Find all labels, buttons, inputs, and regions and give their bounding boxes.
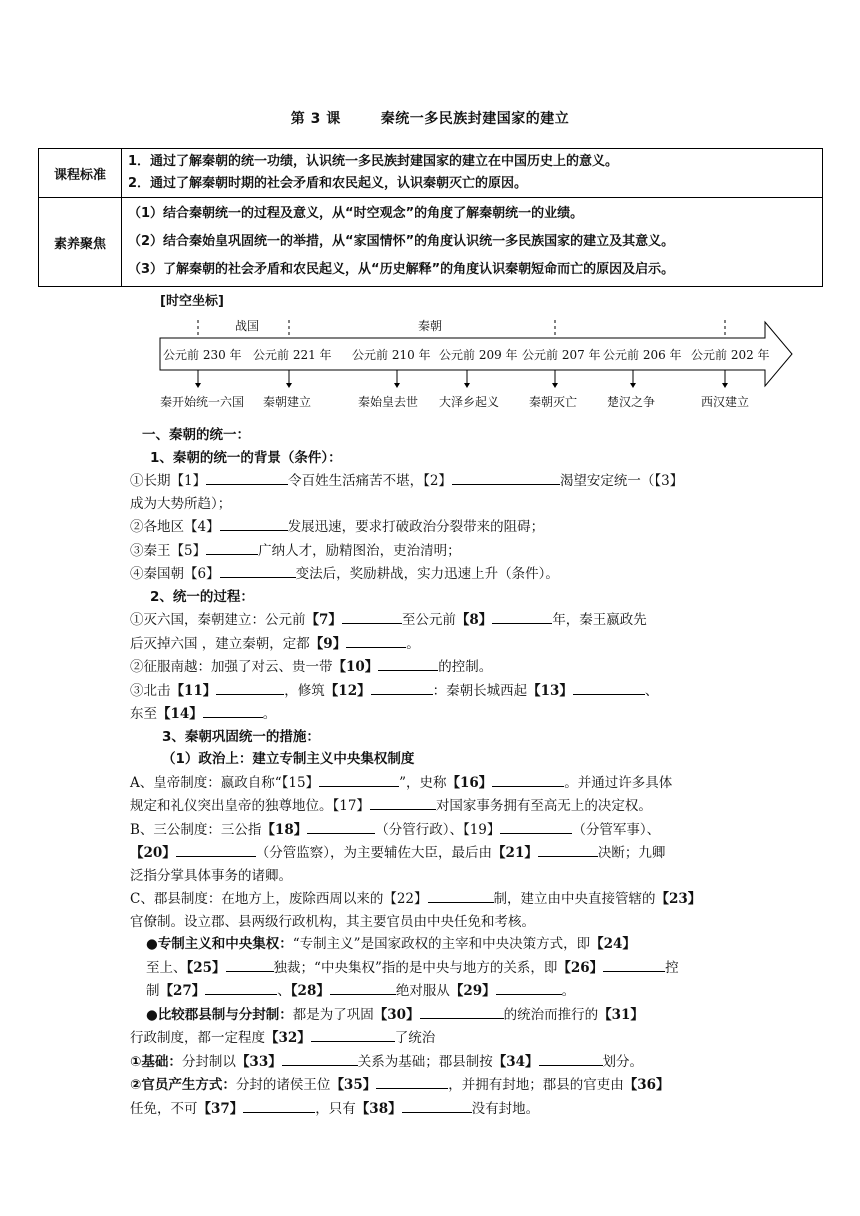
blank-field[interactable] bbox=[216, 679, 284, 695]
literacy-row bbox=[39, 198, 823, 287]
blank-field[interactable] bbox=[342, 608, 402, 624]
blank-number: 【31】 bbox=[598, 1006, 644, 1023]
text-span: 分封的诸侯王位 bbox=[235, 1077, 331, 1093]
event-arrowhead bbox=[394, 383, 400, 388]
blank-field[interactable] bbox=[311, 1026, 395, 1042]
blank-field[interactable] bbox=[603, 956, 665, 972]
text-span: ，并拥有封地；郡县的官吏由 bbox=[448, 1077, 624, 1093]
blank-number: 【7】 bbox=[305, 612, 342, 628]
text-span: 官僚制。设立郡、县两级行政机构，其主要官员由中央任免和考核。 bbox=[130, 913, 535, 930]
blank-field[interactable] bbox=[573, 679, 645, 695]
text-span: （分管行政）、【19】 bbox=[375, 821, 501, 838]
literacy-line: （2）结合秦始皇巩固统一的举措，从“家国情怀”的角度认识统一多民族国家的建立及其意义。 bbox=[128, 234, 675, 249]
literacy-cell bbox=[122, 198, 823, 287]
text-span: 划分。 bbox=[602, 1053, 644, 1070]
blank-field[interactable] bbox=[206, 539, 258, 555]
blank-field[interactable] bbox=[492, 608, 552, 624]
blank-number: 【33】 bbox=[235, 1053, 282, 1070]
event-label: 西汉建立 bbox=[701, 395, 750, 409]
event-label: 秦朝建立 bbox=[263, 395, 312, 409]
text-span: 变法后，奖励耕战，实力迅速上升（条件）。 bbox=[295, 566, 559, 582]
blank-number: 【29】 bbox=[449, 983, 496, 999]
text-span: B、三公制度：三公指 bbox=[130, 821, 262, 838]
worksheet-line bbox=[130, 865, 740, 888]
blank-field[interactable] bbox=[203, 702, 263, 718]
blank-number: 【38】 bbox=[355, 1100, 402, 1117]
blank-number: 【28】 bbox=[290, 983, 330, 999]
year-label: 公元前 206 年 bbox=[603, 348, 682, 362]
text-span: ③秦王【5】 bbox=[130, 542, 207, 559]
text-span: ”，史称 bbox=[399, 774, 447, 791]
event-arrowhead bbox=[286, 383, 292, 388]
blank-field[interactable] bbox=[282, 1050, 358, 1066]
text-span: 。并通过许多具体 bbox=[564, 774, 673, 791]
text-span: ②征服南越：加强了对云、贵一带 bbox=[130, 659, 333, 675]
text-span: C、郡县制度：在地方上，废除西周以来的【22】 bbox=[130, 891, 428, 907]
text-span: 年，秦王嬴政先 bbox=[552, 612, 647, 628]
blank-field[interactable] bbox=[220, 562, 296, 578]
worksheet-line bbox=[130, 1003, 740, 1027]
worksheet-line bbox=[130, 702, 740, 726]
blank-field[interactable] bbox=[370, 794, 436, 810]
text-span: 成为大势所趋）； bbox=[130, 495, 232, 512]
event-label: 秦始皇去世 bbox=[358, 395, 419, 409]
timeline-heading: [时空坐标] bbox=[160, 294, 224, 309]
text-span: 制 bbox=[146, 983, 160, 999]
year-label: 公元前 230 年 bbox=[163, 348, 242, 362]
blank-number: 【11】 bbox=[170, 682, 217, 699]
literacy-line: （3）了解秦朝的社会矛盾和农民起义，从“历史解释”的角度认识秦朝短命而亡的原因及启示。 bbox=[128, 262, 675, 277]
text-span: ③北击 bbox=[130, 682, 171, 699]
text-span: （分管军事）、 bbox=[572, 821, 661, 838]
worksheet-line bbox=[130, 911, 740, 934]
text-span: 东至 bbox=[130, 706, 157, 722]
worksheet-line bbox=[130, 515, 740, 539]
text-span: 关系为基础；郡县制按 bbox=[357, 1053, 493, 1070]
blank-field[interactable] bbox=[496, 979, 562, 995]
worksheet-line bbox=[130, 933, 740, 956]
standards-cell bbox=[122, 149, 823, 198]
text-span: 分封制以 bbox=[181, 1053, 236, 1070]
worksheet-line bbox=[130, 539, 740, 563]
blank-number: 【16】 bbox=[446, 774, 493, 791]
text-span: 了统治 bbox=[394, 1030, 436, 1046]
year-label: 公元前 221 年 bbox=[253, 348, 332, 362]
literacy-line: （1）结合秦朝统一的过程及意义，从“时空观念”的角度了解秦朝统一的业绩。 bbox=[128, 206, 584, 221]
text-span: ①基础： bbox=[130, 1053, 182, 1070]
literacy-head: 素养聚焦 bbox=[39, 198, 122, 287]
lesson-number: 第 3 课 bbox=[290, 111, 341, 127]
lesson-name: 秦统一多民族封建国家的建立 bbox=[380, 111, 570, 127]
event-arrowhead bbox=[630, 383, 636, 388]
blank-number: 【27】 bbox=[159, 983, 206, 999]
blank-field[interactable] bbox=[243, 1097, 315, 1113]
text-span: ，修筑 bbox=[284, 682, 325, 699]
standards-head: 课程标准 bbox=[39, 149, 122, 198]
blank-number: 【9】 bbox=[309, 635, 347, 652]
subsection-heading: 2、统一的过程： bbox=[150, 588, 254, 605]
worksheet-line bbox=[130, 979, 740, 1003]
blank-field[interactable] bbox=[500, 818, 572, 834]
text-span: （分管监察），为主要辅佐大臣，最后由 bbox=[255, 845, 493, 861]
text-span: ①长期【1】 bbox=[130, 473, 207, 489]
text-span: 令百姓生活痛苦不堪，【2】 bbox=[288, 473, 452, 489]
text-span: 。 bbox=[406, 635, 420, 652]
worksheet-line bbox=[130, 1026, 740, 1050]
text-span: 、 bbox=[644, 682, 659, 699]
event-label: 秦开始统一六国 bbox=[160, 395, 245, 409]
event-arrowhead bbox=[195, 383, 201, 388]
standards-table bbox=[38, 148, 823, 287]
worksheet-line bbox=[130, 1073, 740, 1097]
blank-field[interactable] bbox=[176, 841, 256, 857]
text-span: 制，建立由中央直接管辖的 bbox=[493, 891, 656, 907]
text-span: 任免，不可 bbox=[130, 1100, 198, 1117]
text-span: 都是为了巩固 bbox=[292, 1006, 374, 1023]
worksheet-line bbox=[130, 1050, 740, 1074]
text-span: 至公元前 bbox=[401, 612, 456, 628]
blank-number: 【20】 bbox=[130, 845, 176, 861]
worksheet-line bbox=[130, 956, 740, 980]
text-span: ①灭六国，秦朝建立：公元前 bbox=[130, 612, 306, 628]
blank-number: 【24】 bbox=[590, 936, 636, 952]
blank-number: 【35】 bbox=[330, 1077, 377, 1093]
worksheet-body bbox=[130, 424, 740, 1120]
period-label: 秦朝 bbox=[418, 319, 443, 333]
blank-number: 【37】 bbox=[197, 1100, 244, 1117]
text-span: ②各地区【4】 bbox=[130, 519, 220, 535]
blank-field[interactable] bbox=[402, 1097, 472, 1113]
text-span: ●比较郡县制与分封制： bbox=[146, 1006, 293, 1023]
event-label: 秦朝灭亡 bbox=[529, 395, 578, 409]
blank-number: 【26】 bbox=[557, 959, 604, 976]
worksheet-line bbox=[130, 818, 740, 842]
text-span: 至上、 bbox=[146, 959, 187, 976]
blank-field[interactable] bbox=[539, 1050, 603, 1066]
text-span: ：秦朝长城西起 bbox=[432, 682, 528, 699]
blank-number: 【23】 bbox=[655, 891, 702, 907]
event-arrowhead bbox=[552, 383, 558, 388]
blank-field[interactable] bbox=[538, 841, 598, 857]
text-span: 的控制。 bbox=[438, 659, 493, 675]
event-label: 楚汉之争 bbox=[607, 395, 656, 409]
text-span: 没有封地。 bbox=[471, 1100, 540, 1117]
blank-number: 【8】 bbox=[455, 612, 493, 628]
worksheet-line bbox=[130, 469, 740, 493]
year-label: 公元前 210 年 bbox=[352, 348, 431, 362]
period-label: 战国 bbox=[235, 319, 260, 333]
blank-field[interactable] bbox=[205, 979, 277, 995]
blank-number: 【34】 bbox=[492, 1053, 539, 1070]
text-span: 广纳人才，励精图治，吏治清明； bbox=[258, 542, 461, 559]
text-span: 、 bbox=[277, 983, 291, 999]
section-heading: 一、秦朝的统一： bbox=[142, 427, 250, 443]
timeline bbox=[155, 312, 800, 422]
year-label: 公元前 209 年 bbox=[439, 348, 518, 362]
blank-number: 【25】 bbox=[186, 959, 226, 976]
blank-field[interactable] bbox=[346, 632, 406, 648]
event-arrowhead bbox=[464, 383, 470, 388]
worksheet-line bbox=[130, 771, 740, 795]
blank-field[interactable] bbox=[452, 469, 560, 485]
blank-field[interactable] bbox=[206, 469, 288, 485]
text-span: ④秦国朝【6】 bbox=[130, 566, 220, 582]
text-span: 。 bbox=[262, 706, 277, 722]
blank-field[interactable] bbox=[376, 1073, 448, 1089]
worksheet-line bbox=[130, 655, 740, 679]
blank-number: 【10】 bbox=[332, 659, 379, 675]
worksheet-line bbox=[130, 632, 740, 656]
worksheet-line bbox=[130, 887, 740, 911]
event-arrowhead bbox=[722, 383, 728, 388]
text-span: ，只有 bbox=[315, 1100, 356, 1117]
blank-number: 【21】 bbox=[492, 845, 538, 861]
worksheet-line bbox=[130, 841, 740, 865]
text-span: 行政制度，都一定程度 bbox=[130, 1030, 265, 1046]
blank-field[interactable] bbox=[330, 979, 396, 995]
blank-number: 【32】 bbox=[265, 1030, 311, 1046]
subsection-heading: （1）政治上：建立专制主义中央集权制度 bbox=[162, 751, 415, 767]
worksheet-line bbox=[130, 608, 740, 632]
standard-line: 2．通过了解秦朝时期的社会矛盾和农民起义，认识秦朝灭亡的原因。 bbox=[128, 176, 528, 191]
worksheet-line bbox=[130, 679, 740, 703]
blank-field[interactable] bbox=[371, 679, 433, 695]
blank-field[interactable] bbox=[378, 655, 438, 671]
text-span: 泛指分掌具体事务的诸卿。 bbox=[130, 867, 292, 884]
lesson-title bbox=[0, 108, 860, 128]
text-span: 后灭掉六国 ，建立秦朝，定都 bbox=[130, 635, 310, 652]
blank-field[interactable] bbox=[226, 956, 274, 972]
blank-number: 【36】 bbox=[623, 1077, 670, 1093]
worksheet-line bbox=[130, 794, 740, 818]
text-span: 绝对服从 bbox=[395, 983, 450, 999]
year-label: 公元前 207 年 bbox=[522, 348, 601, 362]
standards-row bbox=[39, 149, 823, 198]
blank-field[interactable] bbox=[492, 771, 564, 787]
blank-field[interactable] bbox=[428, 887, 494, 903]
blank-field[interactable] bbox=[307, 818, 375, 834]
text-span: 对国家事务拥有至高无上的决定权。 bbox=[435, 798, 652, 814]
subsection-heading: 1、秦朝的统一的背景（条件）： bbox=[150, 449, 342, 466]
blank-number: 【18】 bbox=[261, 821, 308, 838]
blank-number: 【30】 bbox=[373, 1006, 420, 1023]
text-span: “专制主义”是国家政权的主宰和中央决策方式，即 bbox=[292, 936, 591, 952]
text-span: 的统治而推行的 bbox=[503, 1006, 599, 1023]
blank-number: 【13】 bbox=[527, 682, 573, 699]
text-span: 发展迅速，要求打破政治分裂带来的阻碍； bbox=[287, 519, 545, 535]
text-span: 规定和礼仪突出皇帝的独尊地位。【17】 bbox=[130, 798, 370, 814]
worksheet-line bbox=[130, 562, 740, 586]
worksheet-line bbox=[130, 493, 740, 516]
worksheet-line bbox=[130, 1097, 740, 1121]
text-span: 决断；九卿 bbox=[597, 845, 666, 861]
text-span: 独裁；“中央集权”指的是中央与地方的关系，即 bbox=[273, 959, 558, 976]
text-span: 控 bbox=[665, 959, 679, 976]
year-label: 公元前 202 年 bbox=[691, 348, 770, 362]
text-span: ●专制主义和中央集权： bbox=[146, 936, 293, 952]
text-span: 渴望安定统一（【3】 bbox=[559, 473, 684, 489]
blank-field[interactable] bbox=[220, 515, 288, 531]
subsection-heading: 3、秦朝巩固统一的措施： bbox=[162, 728, 320, 745]
blank-number: 【12】 bbox=[324, 682, 371, 699]
blank-field[interactable] bbox=[420, 1003, 504, 1019]
text-span: A、皇帝制度：嬴政自称“【15】 bbox=[130, 774, 320, 791]
standard-line: 1．通过了解秦朝的统一功绩，认识统一多民族封建国家的建立在中国历史上的意义。 bbox=[128, 154, 619, 169]
blank-number: 【14】 bbox=[157, 706, 203, 722]
text-span: 。 bbox=[561, 983, 576, 999]
event-label: 大泽乡起义 bbox=[439, 395, 500, 409]
text-span: ②官员产生方式： bbox=[130, 1077, 236, 1093]
blank-field[interactable] bbox=[319, 771, 399, 787]
